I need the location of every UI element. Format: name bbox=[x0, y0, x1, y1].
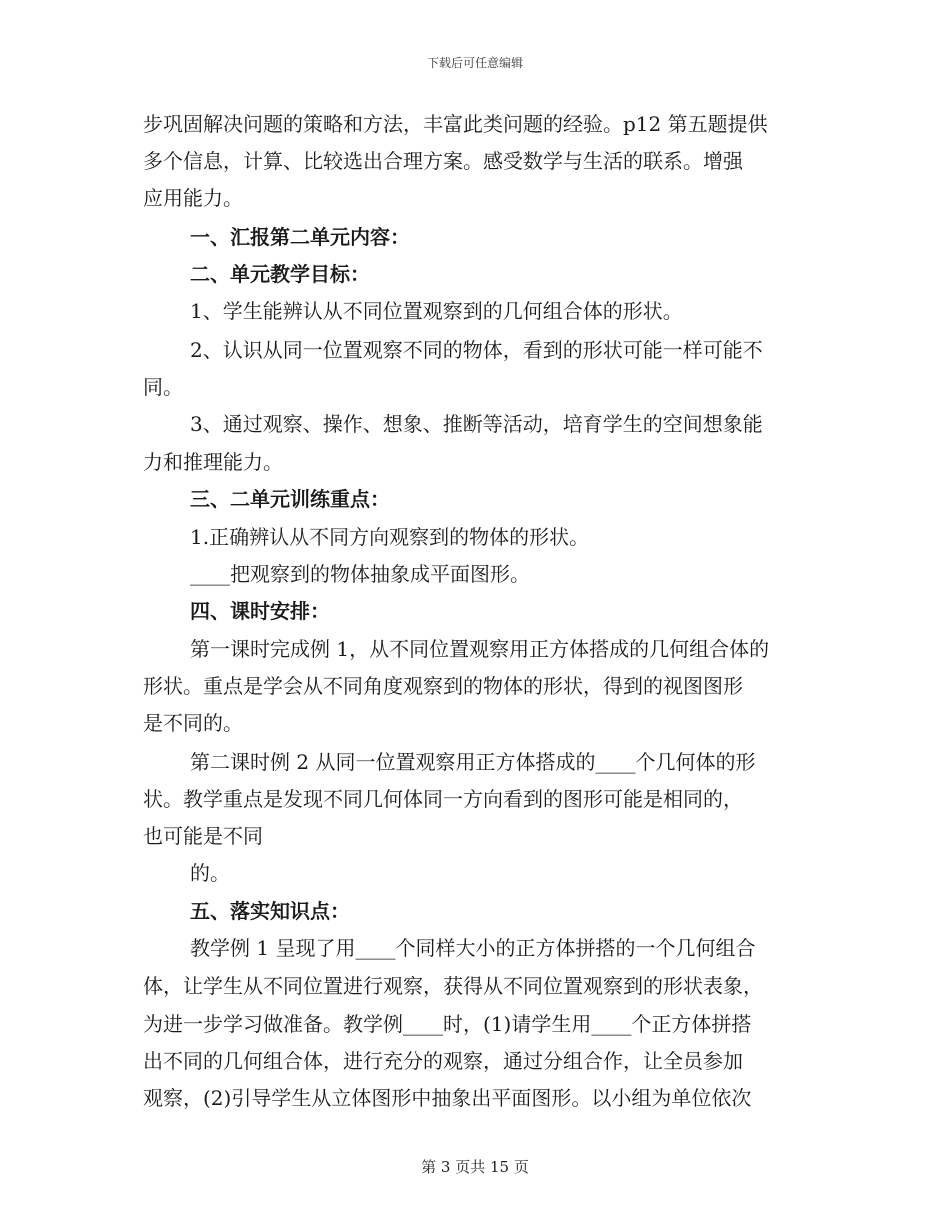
paragraph-line: 是不同的。 bbox=[143, 711, 243, 735]
paragraph-line: 应用能力。 bbox=[143, 186, 243, 210]
section-heading: 四、课时安排： bbox=[190, 599, 330, 623]
page-footer: 第 3 页共 15 页 bbox=[421, 1158, 529, 1176]
paragraph-line: 多个信息，计算、比较选出合理方案。感受数学与生活的联系。增强 bbox=[143, 149, 743, 173]
paragraph-line: 状。教学重点是发现不同几何体同一方向看到的图形可能是相同的， bbox=[143, 787, 743, 811]
paragraph-line: 的。 bbox=[190, 861, 230, 885]
paragraph-line: ____把观察到的物体抽象成平面图形。 bbox=[190, 562, 530, 586]
paragraph-line: 也可能是不同 bbox=[143, 824, 263, 848]
paragraph-line: 为进一步学习做准备。教学例____时，(1)请学生用____个正方体拼搭 bbox=[143, 1012, 752, 1036]
paragraph-line: 1.正确辨认从不同方向观察到的物体的形状。 bbox=[190, 525, 590, 549]
paragraph-line: 1、学生能辨认从不同位置观察到的几何组合体的形状。 bbox=[190, 299, 683, 323]
section-heading: 一、汇报第二单元内容： bbox=[190, 225, 410, 249]
paragraph-line: 第二课时例 2 从同一位置观察用正方体搭成的____个几何体的形 bbox=[190, 750, 756, 774]
paragraph-line: 体，让学生从不同位置进行观察，获得从不同位置观察到的形状表象， bbox=[143, 974, 763, 998]
paragraph-line: 力和推理能力。 bbox=[143, 450, 283, 474]
paragraph-line: 2、认识从同一位置观察不同的物体，看到的形状可能一样可能不 bbox=[190, 338, 763, 362]
section-heading: 三、二单元训练重点： bbox=[190, 487, 390, 511]
paragraph-line: 教学例 1 呈现了用____个同样大小的正方体拼搭的一个几何组合 bbox=[190, 936, 756, 960]
paragraph-line: 出不同的几何组合体，进行充分的观察，通过分组合作，让全员参加 bbox=[143, 1049, 743, 1073]
section-heading: 五、落实知识点： bbox=[190, 899, 350, 923]
paragraph-line: 3、通过观察、操作、想象、推断等活动，培育学生的空间想象能 bbox=[190, 412, 763, 436]
paragraph-line: 步巩固解决问题的策略和方法，丰富此类问题的经验。p12 第五题提供 bbox=[143, 112, 768, 136]
paragraph-line: 同。 bbox=[143, 375, 183, 399]
paragraph-line: 形状。重点是学会从不同角度观察到的物体的形状，得到的视图图形 bbox=[143, 674, 743, 698]
paragraph-line: 第一课时完成例 1，从不同位置观察用正方体搭成的几何组合体的 bbox=[190, 637, 770, 661]
page-header: 下载后可任意编辑 bbox=[426, 56, 523, 70]
section-heading: 二、单元教学目标： bbox=[190, 262, 370, 286]
paragraph-line: 观察，(2)引导学生从立体图形中抽象出平面图形。以小组为单位依次 bbox=[143, 1086, 752, 1110]
